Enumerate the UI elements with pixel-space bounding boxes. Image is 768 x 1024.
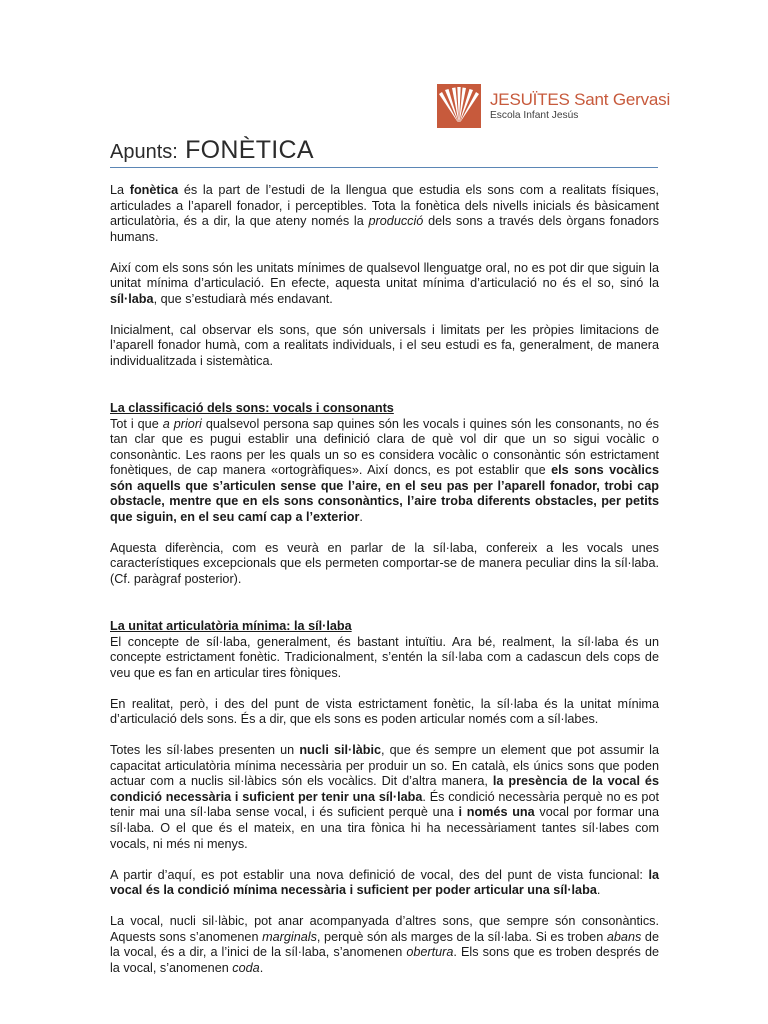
logo-name-regular: Sant Gervasi <box>569 89 671 109</box>
logo-name-bold: JESUÏTES <box>490 89 570 109</box>
intro-paragraph-2: Així com els sons són les unitats mínimes de qualsevol llenguatge oral, no es pot dir que siguin la unitat mínima d’articulació. En efecte, aquesta unitat mínima d’articulació no és el so, sinó la síl·laba, que s’estudiarà més endavant. <box>110 260 659 306</box>
section-heading-syllable: La unitat articulatòria mínima: la síl·laba <box>110 618 352 633</box>
section2-paragraph-3: Totes les síl·labes presenten un nucli sil·làbic, que és sempre un element que pot assumir la capacitat articulatòria mínima necessària per produir un so. En català, els únics sons que poden actuar com a nuclis sil·làbics són els vocàlics. Dit d’altra manera, la presència de la vocal és condició necessària i suficient per tenir una síl·laba. És condició necessària perquè no es pot tenir mai una síl·laba sense vocal, i és suficient perquè una i només una vocal por formar una síl·laba. O el que és el mateix, en una tira fònica hi ha necessàriament tantes síl·labes com vocals, ni més ni menys. <box>110 743 660 851</box>
spacer <box>110 603 659 619</box>
term-sillaba: síl·laba <box>110 291 154 306</box>
spacer <box>110 385 659 401</box>
term-produccio: producció <box>368 214 424 229</box>
title-colon: : <box>172 141 178 163</box>
section2-paragraph-1: El concepte de síl·laba, generalment, és bastant intuïtiu. Ara bé, realment, la síl·laba és un concepte estrictament fonètic. Tradicionalment, s’entén la síl·laba com a cadascun dels cops de veu que es fan en articular tires fòniques. <box>110 634 659 680</box>
section-heading-classification: La classificació dels sons: vocals i consonants <box>110 400 394 415</box>
section2-paragraph-5: La vocal, nucli sil·làbic, pot anar acompanyada d’altres sons, que sempre són consonàntics. Aquests sons s’anomenen marginals, perquè són als marges de la síl·laba. Si es troben abans de la vocal, és a dir, a l’inici de la síl·laba, s’anomenen obertura. Els sons que es troben després de la vocal, s’anomenen coda. <box>110 914 659 975</box>
logo-subtitle: Escola Infant Jesús <box>490 109 579 121</box>
section2-paragraph-2: En realitat, però, i des del punt de vista estrictament fonètic, la síl·laba és la unitat mínima d’articulació dels sons. És a dir, que els sons es poden articular només com a síl·labes. <box>110 696 659 727</box>
school-logo <box>437 84 670 128</box>
title-main: FONÈTICA <box>177 136 314 164</box>
logo-wordmark <box>490 91 670 121</box>
document-body <box>110 183 659 976</box>
section1-paragraph-2: Aquesta diferència, com es veurà en parlar de la síl·laba, confereix a les vocals unes característiques excepcionals que els permeten comportar-se de manera peculiar dins la síl·laba. (Cf. paràgraf posterior). <box>110 540 659 586</box>
logo-name <box>490 91 670 108</box>
title-prefix: Apunts <box>110 141 173 163</box>
section2-paragraph-4: A partir d’aquí, es pot establir una nova definició de vocal, des del punt de vista funcional: la vocal és la condició mínima necessària i suficient per poder articular una síl·laba. <box>110 867 659 898</box>
section1-paragraph-1: Tot i que a priori qualsevol persona sap quines són les vocals i quines són les consonants, no és tan clar que es pugui establir una definició clara de què vol dir que un so sigui vocàlic o consonàntic. Les raons per les quals un so es considera vocàlic o consonàntic són estrictament fonètiques, de cap manera «ortogràfiques». Així doncs, es pot establir que els sons vocàlics són aquells que s’articulen sense que l’aire, en el seu pas per l’aparell fonador, trobi cap obstacle, mentre que en els sons consonàntics, l’aire troba diferents obstacles, per petits que siguin, en el seu camí cap a l’exterior. <box>110 416 659 524</box>
sunburst-logo-icon <box>437 84 481 128</box>
intro-paragraph-3: Inicialment, cal observar els sons, que són universals i limitats per les pròpies limitacions de l’aparell fonador humà, com a realitats individuals, i el seu estudi es fa, generalment, de manera individualitzada i sistemàtica. <box>110 322 659 368</box>
title-divider <box>110 167 658 168</box>
intro-paragraph-1: La fonètica és la part de l’estudi de la llengua que estudia els sons com a realitats físiques, articulades a l’aparell fonador, i perceptibles. Tota la fonètica dels nivells inicials és bàsicament articulatòria, és a dir, la que ateny només la producció dels sons a través dels òrgans fonadors humans. <box>110 183 659 244</box>
term-fonetica: fonètica <box>129 183 179 197</box>
page-title <box>110 136 314 165</box>
